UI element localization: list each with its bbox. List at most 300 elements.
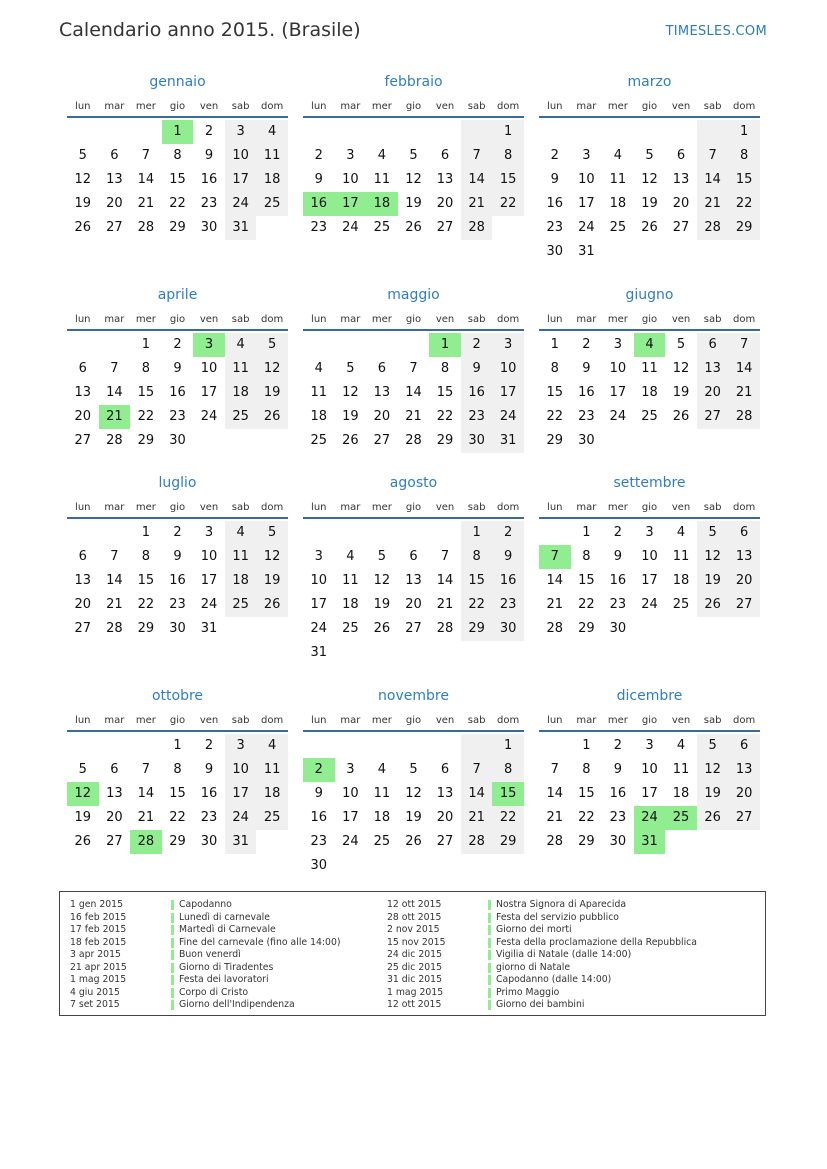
holiday-legend xyxy=(59,891,766,1016)
day: 19 xyxy=(373,597,391,612)
weekday-label: gio xyxy=(405,100,422,112)
month-title: ottobre xyxy=(151,688,204,704)
weekday-label: mer xyxy=(371,501,392,513)
weekday-label: ven xyxy=(199,501,219,513)
day: 18 xyxy=(342,597,359,612)
day-weekend: 29 xyxy=(728,216,760,240)
weekday-label: mar xyxy=(576,501,597,513)
weekday-label: ven xyxy=(199,313,219,325)
legend-date: 12 ott 2015 xyxy=(387,999,442,1010)
day-weekend: 16 xyxy=(492,569,524,593)
day-weekend: 28 xyxy=(461,830,493,854)
week-row xyxy=(539,192,760,216)
day: 7 xyxy=(440,549,450,564)
day-empty xyxy=(398,734,430,758)
weekday-label: mar xyxy=(104,100,125,112)
week-row xyxy=(303,593,524,617)
day-weekend: 25 xyxy=(256,192,288,216)
day-weekend: 7 xyxy=(461,758,493,782)
day: 16 xyxy=(609,786,627,801)
week-row xyxy=(67,734,288,758)
day: 25 xyxy=(310,433,328,448)
day-empty xyxy=(429,521,461,545)
day: 27 xyxy=(74,433,92,448)
week-row xyxy=(539,381,760,405)
day: 29 xyxy=(169,220,186,235)
day: 1 xyxy=(582,738,591,753)
day: 9 xyxy=(204,148,214,163)
day-weekend: 8 xyxy=(728,144,760,168)
day-holiday: 21 xyxy=(99,405,131,429)
day-empty xyxy=(366,734,398,758)
day-weekend: 31 xyxy=(225,216,257,240)
day: 26 xyxy=(405,834,422,849)
day: 22 xyxy=(436,409,454,424)
week-row xyxy=(539,593,760,617)
day: 10 xyxy=(641,762,658,777)
day-weekend: 12 xyxy=(697,545,729,569)
day: 24 xyxy=(200,409,218,424)
day-weekend: 22 xyxy=(461,593,493,617)
week-row xyxy=(67,521,288,545)
legend-holiday-name: Giorno dell'Indipendenza xyxy=(179,999,295,1010)
week-row xyxy=(303,569,524,593)
day-weekend: 12 xyxy=(256,357,288,381)
weekday-header xyxy=(539,710,760,732)
day-weekend: 18 xyxy=(256,782,288,806)
legend-date: 15 nov 2015 xyxy=(387,936,446,948)
weekday-header xyxy=(67,710,288,732)
day-weekend: 1 xyxy=(728,120,760,144)
week-row xyxy=(539,569,760,593)
day: 19 xyxy=(405,810,422,825)
week-row xyxy=(303,782,524,806)
day-weekend: 14 xyxy=(461,782,493,806)
day-empty xyxy=(366,120,398,144)
weekday-label: lun xyxy=(547,714,563,726)
day-weekend: 6 xyxy=(728,734,760,758)
day-holiday: 15 xyxy=(492,782,524,806)
day: 20 xyxy=(436,810,454,825)
day: 5 xyxy=(377,549,387,564)
day-weekend: 21 xyxy=(461,806,493,830)
day: 6 xyxy=(377,361,387,376)
day-weekend: 7 xyxy=(697,144,729,168)
weekday-label: lun xyxy=(547,100,563,112)
day-holiday: 31 xyxy=(634,830,666,854)
weekday-label: gio xyxy=(641,313,658,325)
legend-holiday-name: Primo Maggio xyxy=(496,986,560,998)
day: 10 xyxy=(200,361,218,376)
day-empty xyxy=(67,521,99,545)
weekday-label: mar xyxy=(576,313,597,325)
day-weekend: 6 xyxy=(728,521,760,545)
day: 2 xyxy=(582,337,591,352)
day: 1 xyxy=(141,525,151,540)
day: 29 xyxy=(578,834,595,849)
month-title: gennaio xyxy=(149,74,206,90)
weekday-label: sab xyxy=(467,313,486,325)
week-row xyxy=(539,144,760,168)
day-weekend: 28 xyxy=(697,216,729,240)
day-weekend: 26 xyxy=(697,806,729,830)
day: 3 xyxy=(346,148,355,163)
day-empty xyxy=(335,641,367,665)
day: 29 xyxy=(137,433,155,448)
month-title: marzo xyxy=(627,74,672,90)
legend-holiday-name: Capodanno (dalle 14:00) xyxy=(496,974,612,985)
week-row xyxy=(303,617,524,641)
day-empty xyxy=(429,854,461,878)
day: 26 xyxy=(342,433,359,448)
day-empty xyxy=(461,120,493,144)
day: 27 xyxy=(405,621,422,636)
day-weekend: 31 xyxy=(225,830,257,854)
day: 8 xyxy=(141,549,151,564)
day-weekend: 13 xyxy=(728,758,760,782)
legend-holiday-name: Capodanno xyxy=(179,899,232,910)
week-row xyxy=(67,593,288,617)
day: 18 xyxy=(310,409,328,424)
day: 9 xyxy=(173,549,182,564)
day: 15 xyxy=(546,385,564,400)
legend-holiday-name: Fine del carnevale (fino alle 14:00) xyxy=(179,936,341,948)
day-empty xyxy=(398,120,430,144)
day-empty xyxy=(697,120,729,144)
day: 16 xyxy=(169,385,186,400)
day: 23 xyxy=(310,834,328,849)
day: 14 xyxy=(137,786,155,801)
day-empty xyxy=(335,120,367,144)
day: 9 xyxy=(582,361,591,376)
legend-holiday-name: Giorno dei bambini xyxy=(496,999,585,1010)
day-empty xyxy=(99,120,131,144)
day: 15 xyxy=(137,385,155,400)
day-empty xyxy=(539,521,571,545)
day: 6 xyxy=(440,762,450,777)
day: 11 xyxy=(342,573,359,588)
weekday-label: sab xyxy=(231,100,250,112)
day-empty xyxy=(697,429,729,453)
weekday-label: lun xyxy=(75,714,91,726)
day: 1 xyxy=(550,337,559,352)
day: 28 xyxy=(405,433,422,448)
weekday-header xyxy=(303,497,524,519)
day: 11 xyxy=(672,762,690,777)
month-title: luglio xyxy=(158,475,197,491)
day: 15 xyxy=(169,786,186,801)
weekday-label: gio xyxy=(169,501,186,513)
day: 18 xyxy=(672,786,690,801)
day: 27 xyxy=(436,834,454,849)
day: 10 xyxy=(641,549,658,564)
day: 3 xyxy=(204,525,214,540)
day-weekend: 10 xyxy=(225,758,257,782)
day: 18 xyxy=(672,573,690,588)
day: 2 xyxy=(204,738,214,753)
day: 13 xyxy=(74,385,92,400)
day-holiday: 2 xyxy=(303,758,335,782)
legend-date: 1 mag 2015 xyxy=(70,974,127,985)
legend-date: 17 feb 2015 xyxy=(70,924,127,935)
day: 3 xyxy=(582,148,591,163)
week-row xyxy=(303,806,524,830)
weekday-label: sab xyxy=(467,714,486,726)
day-weekend: 11 xyxy=(225,545,257,569)
day-weekend: 19 xyxy=(256,381,288,405)
day: 2 xyxy=(613,525,623,540)
day: 19 xyxy=(74,810,92,825)
day: 22 xyxy=(137,409,155,424)
day-weekend: 7 xyxy=(461,144,493,168)
weekday-label: mer xyxy=(607,501,628,513)
legend-date: 28 ott 2015 xyxy=(387,911,442,923)
day-weekend: 15 xyxy=(461,569,493,593)
weekday-header xyxy=(303,309,524,331)
weekday-label: ven xyxy=(199,100,219,112)
day: 20 xyxy=(672,196,690,211)
day: 24 xyxy=(578,220,595,235)
day-empty xyxy=(539,734,571,758)
week-row xyxy=(67,120,288,144)
day: 29 xyxy=(169,834,186,849)
day-empty xyxy=(665,240,697,264)
day: 5 xyxy=(676,337,686,352)
day-weekend: 4 xyxy=(256,120,288,144)
month-giugno xyxy=(539,285,760,453)
week-row xyxy=(303,333,524,357)
day-weekend: 14 xyxy=(697,168,729,192)
weekday-label: ven xyxy=(435,501,455,513)
week-row xyxy=(303,144,524,168)
day: 26 xyxy=(641,220,658,235)
day: 22 xyxy=(169,810,186,825)
day-weekend: 26 xyxy=(256,593,288,617)
weekday-label: mer xyxy=(607,100,628,112)
day-weekend: 11 xyxy=(256,144,288,168)
day: 20 xyxy=(373,409,391,424)
day-empty xyxy=(461,854,493,878)
day: 22 xyxy=(169,196,186,211)
weekday-label: dom xyxy=(261,714,284,726)
day: 19 xyxy=(672,385,690,400)
week-row xyxy=(303,758,524,782)
day-empty xyxy=(697,617,729,641)
day: 23 xyxy=(310,220,328,235)
week-row xyxy=(303,216,524,240)
day: 6 xyxy=(110,148,119,163)
weekday-label: sab xyxy=(231,714,250,726)
day: 20 xyxy=(74,597,92,612)
day: 25 xyxy=(609,220,627,235)
week-row xyxy=(67,545,288,569)
day-weekend: 16 xyxy=(461,381,493,405)
day: 12 xyxy=(373,573,391,588)
day-empty xyxy=(303,734,335,758)
day: 21 xyxy=(137,810,155,825)
week-row xyxy=(539,405,760,429)
day: 5 xyxy=(78,762,87,777)
day-weekend: 3 xyxy=(225,120,257,144)
weekday-label: dom xyxy=(261,501,284,513)
weekday-header xyxy=(303,96,524,118)
legend-date: 12 ott 2015 xyxy=(387,899,442,910)
day: 28 xyxy=(436,621,454,636)
holiday-marker xyxy=(488,925,491,935)
day-empty xyxy=(429,120,461,144)
day: 1 xyxy=(141,337,151,352)
day: 17 xyxy=(641,573,658,588)
legend-date: 2 nov 2015 xyxy=(387,924,440,935)
week-row xyxy=(67,216,288,240)
day-empty xyxy=(665,617,697,641)
day: 12 xyxy=(405,786,422,801)
day: 2 xyxy=(613,738,623,753)
weekday-header xyxy=(539,497,760,519)
day-empty xyxy=(728,240,760,264)
legend-holiday-name: Giorno di Tiradentes xyxy=(179,961,274,973)
day-empty xyxy=(398,521,430,545)
day-weekend: 20 xyxy=(728,569,760,593)
day: 7 xyxy=(141,148,151,163)
day-empty xyxy=(602,240,634,264)
day: 7 xyxy=(110,549,119,564)
weekday-header xyxy=(539,96,760,118)
day: 11 xyxy=(672,549,690,564)
day-weekend: 21 xyxy=(697,192,729,216)
brand-logo-text[interactable]: TIMESLES.COM xyxy=(665,24,767,39)
day: 10 xyxy=(578,172,595,187)
day: 25 xyxy=(672,597,690,612)
weekday-label: dom xyxy=(733,501,756,513)
month-title: aprile xyxy=(157,287,198,303)
day: 12 xyxy=(74,172,92,187)
day-empty xyxy=(303,333,335,357)
day: 16 xyxy=(546,196,564,211)
day: 9 xyxy=(613,762,623,777)
day: 14 xyxy=(436,573,454,588)
weekday-label: sab xyxy=(231,313,250,325)
weekday-label: mer xyxy=(371,714,392,726)
day-empty xyxy=(99,521,131,545)
legend-holiday-name: giorno di Natale xyxy=(496,961,571,973)
day: 8 xyxy=(582,549,591,564)
day: 30 xyxy=(200,834,218,849)
holiday-marker xyxy=(488,913,491,923)
day: 6 xyxy=(78,361,87,376)
day: 20 xyxy=(106,196,123,211)
day: 9 xyxy=(314,172,323,187)
day-weekend: 20 xyxy=(728,782,760,806)
month-title: novembre xyxy=(378,688,449,704)
day-empty xyxy=(366,333,398,357)
day-weekend: 25 xyxy=(225,405,257,429)
week-row xyxy=(539,429,760,453)
day: 17 xyxy=(641,786,658,801)
day: 7 xyxy=(110,361,119,376)
day: 17 xyxy=(200,573,218,588)
holiday-marker xyxy=(171,975,174,985)
day: 30 xyxy=(169,621,186,636)
day-weekend: 29 xyxy=(492,830,524,854)
week-row xyxy=(303,429,524,453)
weekday-label: dom xyxy=(497,100,520,112)
day: 21 xyxy=(405,409,422,424)
week-row xyxy=(303,405,524,429)
day: 21 xyxy=(106,597,123,612)
week-row xyxy=(539,168,760,192)
day-weekend: 5 xyxy=(256,521,288,545)
day: 2 xyxy=(173,337,182,352)
holiday-marker xyxy=(488,963,491,973)
weekday-label: lun xyxy=(311,100,327,112)
week-row xyxy=(303,641,524,665)
legend-date: 31 dic 2015 xyxy=(387,974,442,985)
day: 21 xyxy=(436,597,454,612)
day-empty xyxy=(256,216,288,240)
weekday-label: mer xyxy=(607,313,628,325)
day-empty xyxy=(665,830,697,854)
holiday-marker xyxy=(171,963,174,973)
month-title: agosto xyxy=(389,475,438,491)
weekday-label: dom xyxy=(261,100,284,112)
month-title: febbraio xyxy=(384,74,443,90)
day-holiday: 28 xyxy=(130,830,162,854)
day: 26 xyxy=(405,220,422,235)
day: 31 xyxy=(200,621,218,636)
week-row xyxy=(303,854,524,878)
day: 4 xyxy=(676,525,686,540)
day: 25 xyxy=(373,220,391,235)
legend-holiday-name: Vigilia di Natale (dalle 14:00) xyxy=(496,949,632,960)
day: 12 xyxy=(342,385,359,400)
day-weekend: 6 xyxy=(697,333,729,357)
day: 17 xyxy=(578,196,595,211)
day: 27 xyxy=(436,220,454,235)
day-empty xyxy=(99,734,131,758)
day: 11 xyxy=(310,385,328,400)
day-weekend: 1 xyxy=(492,120,524,144)
day-holiday: 25 xyxy=(665,806,697,830)
day-weekend: 4 xyxy=(256,734,288,758)
weekday-label: sab xyxy=(703,313,722,325)
day: 16 xyxy=(310,810,328,825)
day-weekend: 18 xyxy=(225,381,257,405)
week-row xyxy=(67,758,288,782)
weekday-label: lun xyxy=(75,501,91,513)
day: 19 xyxy=(342,409,359,424)
day-weekend: 13 xyxy=(697,357,729,381)
day-empty xyxy=(366,521,398,545)
day-empty xyxy=(130,734,162,758)
day-empty xyxy=(571,120,603,144)
day-weekend: 21 xyxy=(461,192,493,216)
day: 13 xyxy=(106,786,123,801)
legend-holiday-name: Buon venerdì xyxy=(179,949,241,960)
day-empty xyxy=(398,333,430,357)
day: 3 xyxy=(346,762,355,777)
weekday-label: dom xyxy=(497,714,520,726)
day: 17 xyxy=(310,597,328,612)
holiday-marker xyxy=(171,900,174,910)
day: 27 xyxy=(373,433,391,448)
day: 22 xyxy=(578,597,595,612)
day: 5 xyxy=(78,148,87,163)
day-weekend: 23 xyxy=(492,593,524,617)
day-empty xyxy=(429,734,461,758)
day-empty xyxy=(492,854,524,878)
day: 3 xyxy=(314,549,323,564)
